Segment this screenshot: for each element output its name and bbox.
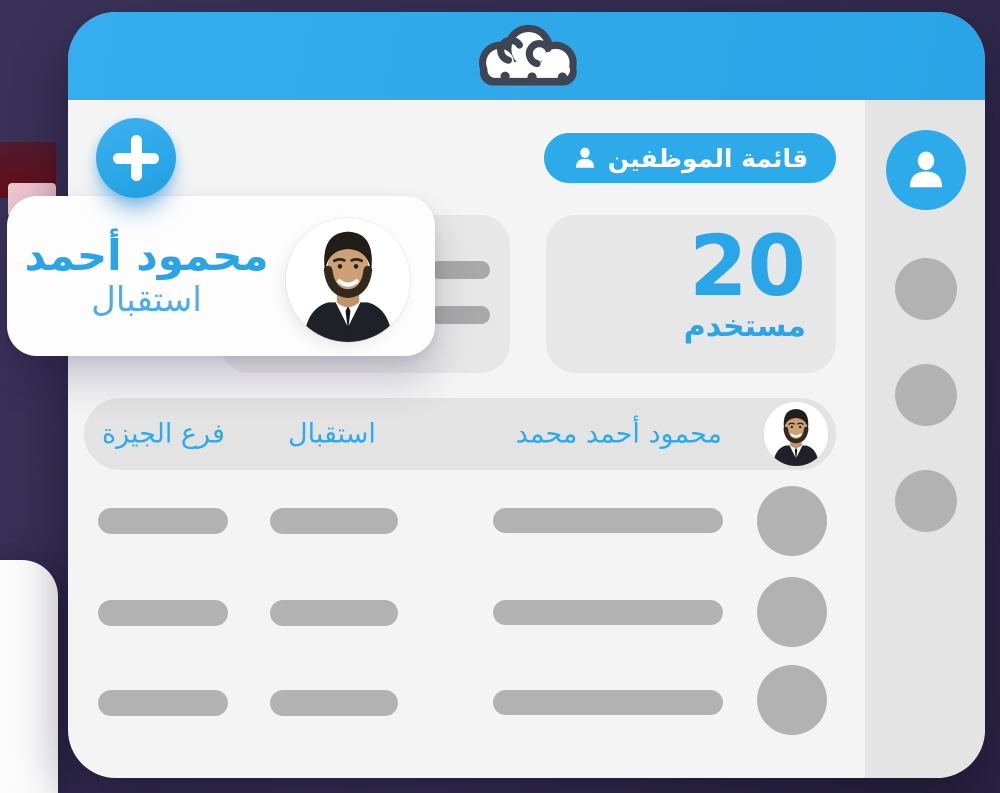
background-white-blob xyxy=(0,560,58,793)
placeholder-bar xyxy=(493,600,723,625)
row-avatar-placeholder xyxy=(757,486,827,556)
placeholder-bar xyxy=(98,508,228,534)
sidebar-item-placeholder[interactable] xyxy=(895,258,957,320)
column-branch: فرع الجيزة xyxy=(102,418,225,450)
sidebar-item-placeholder[interactable] xyxy=(895,470,957,532)
sidebar xyxy=(865,100,985,778)
user-icon xyxy=(903,147,949,193)
user-count-value: 20 xyxy=(689,217,806,315)
employee-role: استقبال xyxy=(91,279,202,320)
placeholder-bar xyxy=(493,508,723,533)
placeholder-bar xyxy=(430,261,490,279)
placeholder-bar xyxy=(270,600,398,626)
user-count-unit: مستخدم xyxy=(683,308,806,344)
placeholder-bar xyxy=(270,508,398,534)
employees-badge-label: قائمة الموظفين xyxy=(607,143,809,173)
column-role: استقبال xyxy=(288,418,376,450)
placeholder-bar xyxy=(98,690,228,716)
placeholder-bar xyxy=(493,690,723,715)
placeholder-bar xyxy=(270,690,398,716)
employee-avatar xyxy=(764,402,828,466)
row-avatar-placeholder xyxy=(757,577,827,647)
placeholder-bar xyxy=(430,306,490,324)
person-icon xyxy=(572,145,598,171)
table-header-row[interactable] xyxy=(84,398,836,470)
employee-profile-card[interactable] xyxy=(7,196,435,356)
placeholder-bar xyxy=(98,600,228,626)
sidebar-profile-button[interactable] xyxy=(886,130,966,210)
employees-badge[interactable] xyxy=(544,133,836,183)
titlebar xyxy=(68,12,985,100)
user-count-card xyxy=(546,215,836,373)
employee-photo xyxy=(286,218,410,342)
row-avatar-placeholder xyxy=(757,665,827,735)
employee-name: محمود أحمد xyxy=(24,231,269,281)
sidebar-item-placeholder[interactable] xyxy=(895,364,957,426)
column-employee-name: محمود أحمد محمد xyxy=(515,418,722,450)
add-employee-button[interactable] xyxy=(96,118,176,198)
app-window xyxy=(68,12,985,778)
cloud-logo-icon xyxy=(468,19,586,93)
